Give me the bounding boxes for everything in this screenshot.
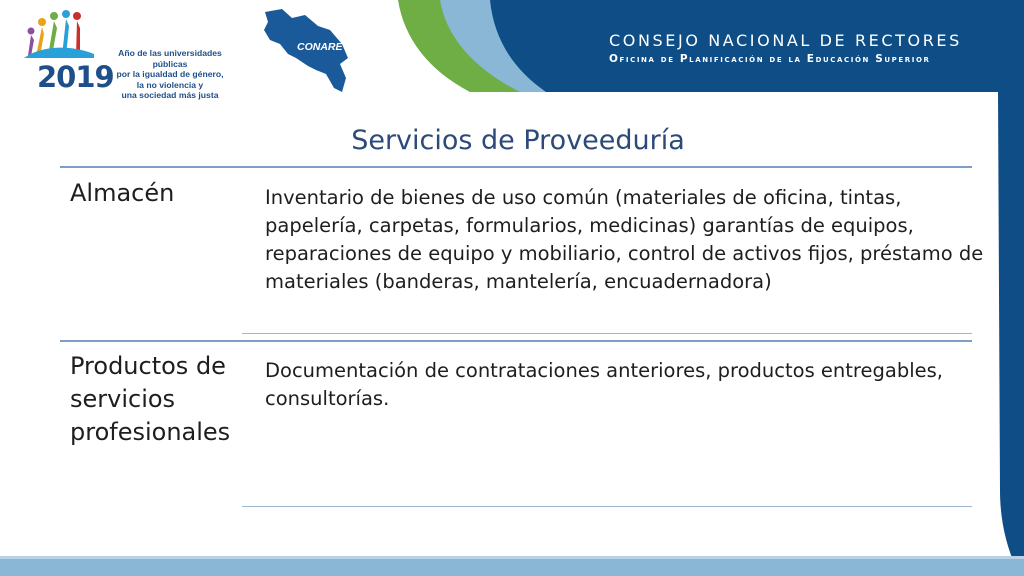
logo-caption-line: una sociedad más justa xyxy=(121,90,219,101)
row-label-almacen: Almacén xyxy=(70,179,175,207)
logo-year: 2019 xyxy=(37,60,114,94)
slide-title: Servicios de Proveeduría xyxy=(351,125,685,156)
logo-caption xyxy=(100,48,240,101)
row-description-almacen: Inventario de bienes de uso común (materiales de oficina, tintas, papelería, carpetas, formularios, medicinas) garantías de equipos, reparaciones de equipo y mobiliario, control de activos fijos, préstamo de materiales (banderas, mantelería, encuadernadora) xyxy=(265,186,984,293)
table-bottom-rule xyxy=(242,506,972,507)
row-divider xyxy=(60,340,972,342)
org-title: CONSEJO NACIONAL DE RECTORES xyxy=(609,31,962,50)
table-top-rule xyxy=(60,166,972,168)
row-description-productos: Documentación de contrataciones anteriores, productos entregables, consultorías. xyxy=(265,359,943,410)
logo-caption-line: Año de las universidades públicas xyxy=(118,48,222,69)
org-subtitle: Oficina de Planificación de la Educación Superior xyxy=(609,53,931,65)
logo-caption-line: por la igualdad de género, xyxy=(116,69,224,80)
people-logo-icon xyxy=(24,10,94,58)
conare-logo-text: CONARE xyxy=(297,41,343,53)
row-label-productos: Productos de servicios profesionales xyxy=(70,352,231,446)
row-divider xyxy=(242,333,972,334)
logo-caption-line: la no violencia y xyxy=(136,79,204,90)
